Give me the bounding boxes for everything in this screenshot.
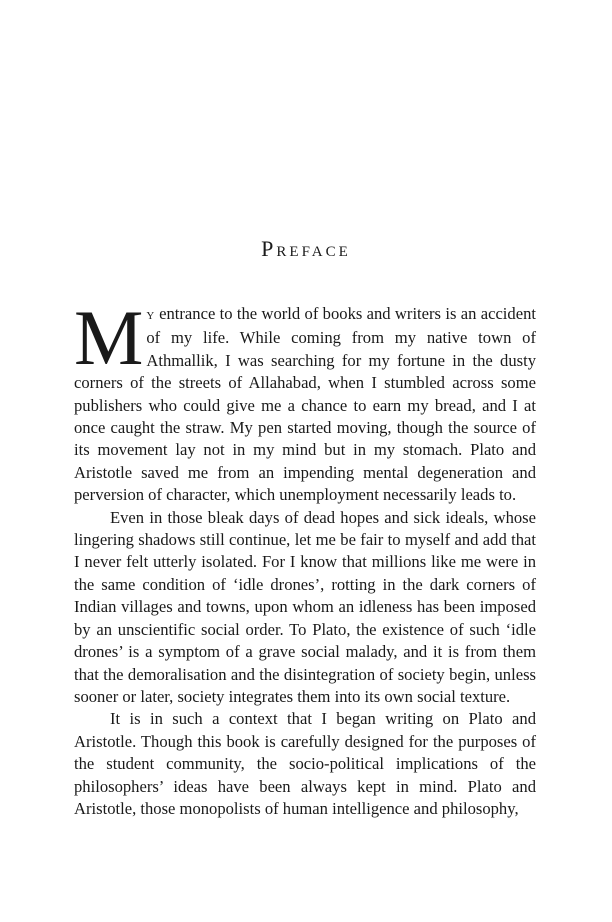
drop-cap: M (74, 294, 144, 381)
page-title: Preface (261, 236, 351, 261)
paragraph-2: Even in those bleak days of dead hopes and sick ideals, whose lingering shadows still continue, let me be fair to myself and add that I never felt utterly isolated. For I know that millions like me were in the same condition of ‘idle drones’, rotting in the dark corners of Indian villages and towns, upon whom an idleness has been imposed by an unscientific social order. To Plato, the existence of such ‘idle drones’ is a symptom of a grave social malady, and it is from them that the demoralisation and the disintegration of society begin, unless sooner or later, society integrates them into its own social texture. (74, 507, 536, 706)
paragraph-1 (74, 294, 536, 507)
paragraph-1-text: entrance to the world of books and writers is an accident of my life. While coming from my native town of Athmallik, I was searching for my fortune in the dusty corners of the streets of Allahabad, when I stumbled across some publishers who could give me a chance to earn my bread, and I at once caught the straw. My pen started moving, though the source of its movement lay not in my mind but in my stomach. Plato and Aristotle saved me from an impending mental degeneration and perversion of character, which unemployment necessarily leads to. (74, 304, 536, 505)
lead-letter: Y (146, 310, 155, 322)
paragraph-3: It is in such a context that I began writing on Plato and Aristotle. Though this book is carefully designed for the purposes of the student community, the socio-political implications of the philosophers’ ideas have been always kept in mind. Plato and Aristotle, those monopolists of human intelligence and philosophy, (74, 709, 536, 818)
preface-body (74, 294, 536, 820)
